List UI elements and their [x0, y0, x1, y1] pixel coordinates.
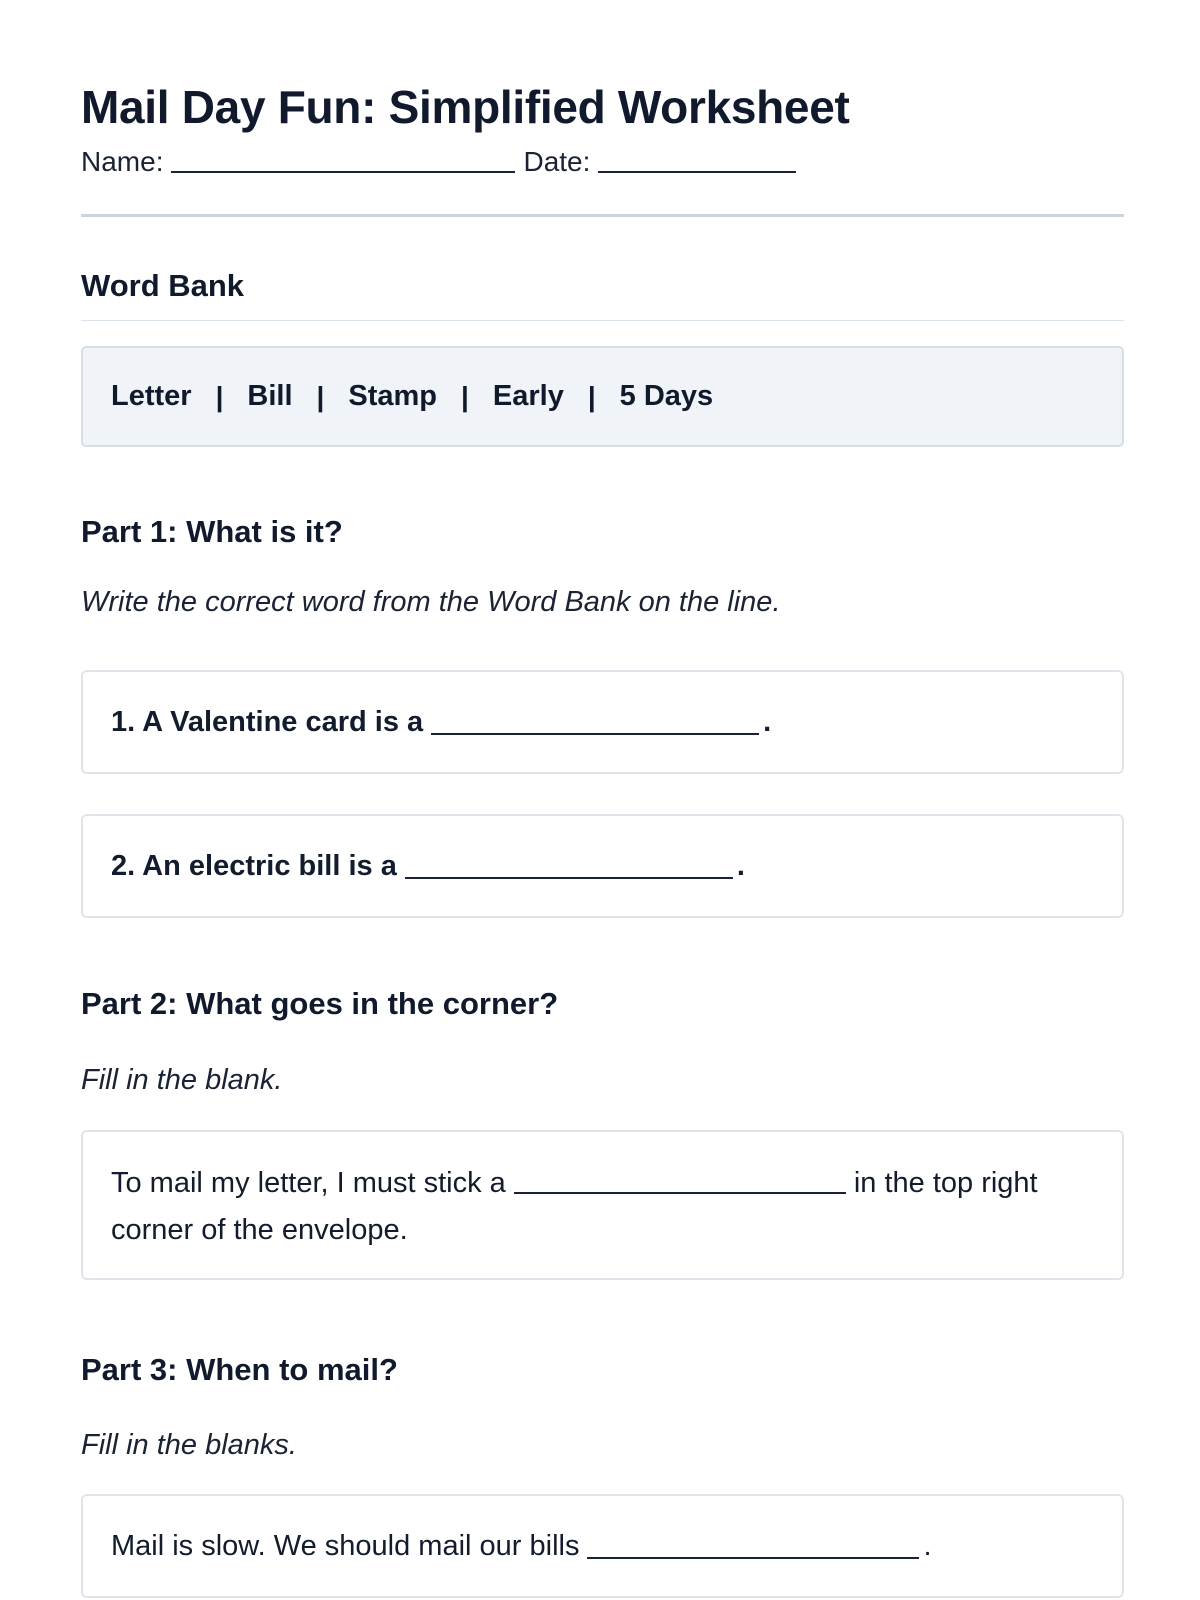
part2-heading: Part 2: What goes in the corner?: [81, 986, 559, 1021]
question-2-box: [81, 814, 1124, 918]
part2-sentence-end: in the top right corner of the envelope.: [111, 1167, 1038, 1246]
question-1-blank[interactable]: [431, 709, 759, 735]
part2-instruction: Fill in the blank.: [81, 1064, 283, 1096]
question-1-end: .: [763, 705, 772, 738]
word-separator: |: [215, 380, 224, 412]
part3-sentence-end: .: [923, 1529, 932, 1562]
part2-sentence-box: [81, 1130, 1124, 1280]
name-label: Name:: [81, 146, 164, 177]
word-bank-item: Bill: [247, 380, 293, 412]
name-date-line: [81, 146, 804, 178]
part2-blank[interactable]: [514, 1168, 846, 1194]
word-bank-item: Early: [492, 380, 564, 412]
word-bank-divider: [81, 320, 1124, 321]
word-bank-heading: Word Bank: [81, 268, 245, 303]
word-bank-item: Letter: [111, 380, 192, 412]
header-divider: [81, 214, 1124, 217]
part3-blank[interactable]: [587, 1533, 919, 1559]
word-bank-box: [81, 346, 1124, 447]
question-1-box: [81, 670, 1124, 774]
part3-sentence-box: [81, 1494, 1124, 1598]
part3-sentence-start: Mail is slow. We should mail our bills: [111, 1529, 580, 1562]
name-blank[interactable]: [171, 147, 515, 173]
question-1-text: 1. A Valentine card is a: [111, 705, 424, 738]
word-separator: |: [587, 380, 596, 412]
part3-instruction: Fill in the blanks.: [81, 1429, 297, 1461]
part1-heading: Part 1: What is it?: [81, 514, 343, 549]
date-label: Date:: [523, 146, 591, 177]
word-separator: |: [316, 380, 325, 412]
part2-sentence-start: To mail my letter, I must stick a: [111, 1167, 506, 1199]
word-bank-item: Stamp: [348, 380, 438, 412]
word-bank-item: 5 Days: [619, 380, 714, 412]
part1-instruction: Write the correct word from the Word Bank on the line.: [81, 586, 781, 618]
question-2-blank[interactable]: [405, 853, 733, 879]
word-separator: |: [461, 380, 469, 412]
part3-heading: Part 3: When to mail?: [81, 1352, 398, 1387]
question-2-end: .: [736, 849, 745, 882]
date-blank[interactable]: [598, 147, 796, 173]
question-2-text: 2. An electric bill is a: [111, 849, 397, 882]
worksheet-title: Mail Day Fun: Simplified Worksheet: [81, 81, 850, 133]
